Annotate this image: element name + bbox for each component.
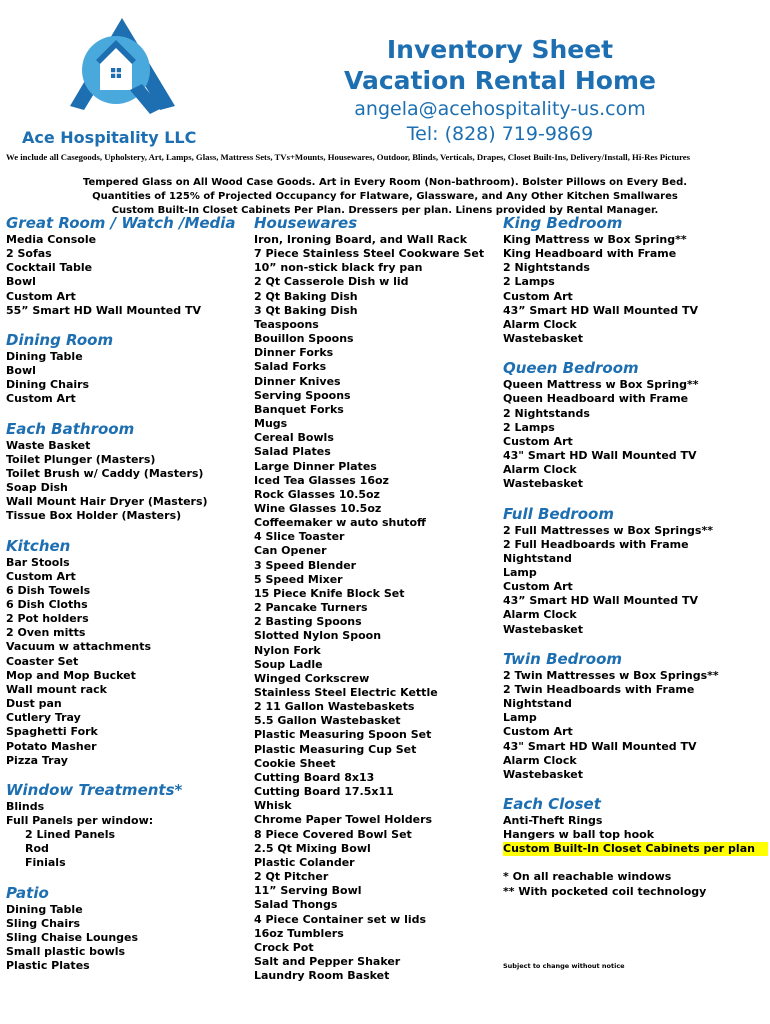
list-bathroom [6, 439, 248, 524]
list-item: Soup Ladle [254, 657, 323, 671]
list-item: Anti-Theft Rings [503, 814, 603, 827]
list-item: 2 Oven mitts [6, 626, 86, 640]
list-item: 43" Smart HD Wall Mounted TV [503, 449, 697, 463]
list-item: 2 Basting Spoons [254, 615, 362, 629]
list-item: Nightstand [503, 551, 572, 565]
list-item: Bowl [6, 275, 36, 289]
list-item: Custom Art [6, 569, 76, 583]
list-housewares [254, 233, 499, 983]
list-item: Wall mount rack [6, 682, 107, 696]
list-item: 2 Pancake Turners [254, 601, 368, 615]
list-item: 3 Qt Baking Dish [254, 303, 358, 317]
list-item: 2 Qt Baking Dish [254, 289, 358, 303]
list-item: Alarm Clock [503, 463, 577, 477]
list-item: Wall Mount Hair Dryer (Masters) [6, 495, 208, 509]
list-item: Plastic Measuring Cup Set [254, 742, 417, 756]
list-item: 2 Full Headboards with Frame [503, 537, 689, 551]
list-twin-bedroom [503, 669, 768, 782]
list-item: Wastebasket [503, 332, 584, 346]
list-item: 2 Qt Casserole Dish w lid [254, 275, 409, 289]
list-item: 5.5 Gallon Wastebasket [254, 714, 401, 728]
list-great-room [6, 233, 248, 318]
list-item: Alarm Clock [503, 317, 577, 331]
list-full-bedroom [503, 524, 768, 637]
list-item: Plastic Plates [6, 959, 90, 973]
list-item: Wastebasket [503, 622, 584, 636]
list-item: 4 Piece Container set w lids [254, 912, 427, 926]
list-item: Salad Forks [254, 360, 327, 374]
list-item: King Mattress w Box Spring** [503, 233, 687, 246]
list-item: Wastebasket [503, 477, 584, 491]
list-each-closet [503, 814, 768, 842]
list-item: Cereal Bowls [254, 431, 334, 445]
list-item: Slotted Nylon Spoon [254, 629, 382, 643]
list-item: 2 Lined Panels [25, 828, 116, 842]
list-item: Whisk [254, 799, 292, 813]
list-item: 8 Piece Covered Bowl Set [254, 827, 412, 841]
list-item: 2 Nightstands [503, 406, 590, 420]
list-item: Alarm Clock [503, 608, 577, 622]
list-item: Pizza Tray [6, 753, 68, 767]
list-item: Crock Pot [254, 940, 314, 954]
list-item: Iced Tea Glasses 16oz [254, 473, 389, 487]
list-item: Queen Mattress w Box Spring** [503, 378, 699, 392]
list-item: Coffeemaker w auto shutoff [254, 516, 426, 530]
note-line: Custom Built-In Closet Cabinets Per Plan. Dressers per plan. Linens provided by Rental Manager. [111, 205, 659, 216]
list-item: Plastic Colander [254, 855, 355, 869]
list-item: 2 Twin Headboards with Frame [503, 682, 695, 696]
list-item: Can Opener [254, 544, 327, 558]
list-king-bedroom [503, 233, 768, 346]
list-item: Custom Art [6, 289, 76, 303]
list-item: 2 Qt Pitcher [254, 870, 329, 884]
list-item: Potato Masher [6, 739, 97, 753]
notes-block [0, 176, 770, 218]
list-item: Teaspoons [254, 317, 319, 331]
list-item: Dinner Forks [254, 346, 334, 360]
list-item: Custom Art [503, 289, 573, 303]
note-line: Tempered Glass on All Wood Case Goods. Art in Every Room (Non-bathroom). Bolster Pillows on Every Bed. [82, 177, 688, 188]
list-item: 55” Smart HD Wall Mounted TV [6, 303, 201, 317]
section-title-each-closet: Each Closet [503, 795, 601, 813]
list-item: Toilet Plunger (Masters) [6, 452, 156, 466]
list-item: Spaghetti Fork [6, 725, 98, 739]
list-item: Mop and Mop Bucket [6, 668, 136, 682]
list-item: Queen Headboard with Frame [503, 392, 689, 406]
phone-text: Tel: (828) 719-9869 [406, 123, 594, 145]
section-title-bathroom: Each Bathroom [6, 419, 135, 438]
list-item: 3 Speed Blender [254, 558, 357, 572]
list-item: Sling Chairs [6, 916, 81, 930]
page-title [315, 34, 685, 96]
column-left [6, 213, 248, 973]
list-item: Waste Basket [6, 438, 91, 452]
list-item: 2.5 Qt Mixing Bowl [254, 841, 371, 855]
list-item: Salad Thongs [254, 898, 338, 912]
list-item: Banquet Forks [254, 402, 344, 416]
list-item: Rod [25, 842, 49, 856]
list-item: 11” Serving Bowl [254, 884, 362, 898]
title-line-2: Vacation Rental Home [344, 66, 656, 95]
note-line: Quantities of 125% of Projected Occupancy for Flatware, Glassware, and Any Other Kitchen Smallwares [92, 191, 678, 202]
section-title-full-bedroom: Full Bedroom [503, 504, 614, 523]
list-item: Full Panels per window: [6, 814, 154, 827]
list-footnotes [503, 870, 768, 898]
list-item: Mugs [254, 417, 288, 431]
column-right [503, 213, 768, 899]
list-item: 6 Dish Cloths [6, 597, 88, 611]
list-item: Custom Art [6, 392, 76, 406]
list-item: 2 Lamps [503, 275, 555, 289]
section-title-patio: Patio [6, 883, 49, 902]
list-item: Bouillon Spoons [254, 332, 354, 346]
list-item: Vacuum w attachments [6, 640, 152, 654]
section-title-queen-bedroom: Queen Bedroom [503, 359, 639, 378]
list-item: 2 Full Mattresses w Box Springs** [503, 523, 713, 537]
section-title-twin-bedroom: Twin Bedroom [503, 649, 623, 668]
list-item: 4 Slice Toaster [254, 530, 345, 544]
list-item: 2 Lamps [503, 420, 555, 434]
list-item: Nightstand [503, 697, 572, 711]
section-title-dining-room: Dining Room [6, 330, 114, 349]
list-item: Winged Corkscrew [254, 671, 370, 685]
list-item: Stainless Steel Electric Kettle [254, 686, 438, 699]
list-item: Chrome Paper Towel Holders [254, 813, 433, 827]
list-patio [6, 903, 248, 974]
list-item: Lamp [503, 565, 537, 579]
list-item: Custom Art [503, 725, 573, 739]
list-dining-room [6, 350, 248, 407]
list-item: Blinds [6, 799, 45, 813]
list-item: Soap Dish [6, 481, 68, 495]
section-title-kitchen: Kitchen [6, 536, 71, 555]
list-item: Bar Stools [6, 555, 70, 569]
disclaimer-text: Subject to change without notice [503, 962, 625, 970]
list-item: Nylon Fork [254, 643, 321, 657]
list-item: Cocktail Table [6, 261, 93, 275]
list-item: 15 Piece Knife Block Set [254, 586, 405, 600]
list-item: Dining Table [6, 902, 83, 916]
company-name: Ace Hospitality LLC [22, 128, 197, 147]
highlighted-item: Custom Built-In Closet Cabinets per plan [503, 842, 768, 856]
list-kitchen [6, 556, 248, 768]
list-item: Custom Art [503, 434, 573, 448]
list-item: Cutlery Tray [6, 711, 81, 725]
list-item: Cutting Board 8x13 [254, 770, 375, 784]
list-item: 43" Smart HD Wall Mounted TV [503, 739, 697, 753]
title-line-1: Inventory Sheet [386, 35, 614, 64]
list-item: Plastic Measuring Spoon Set [254, 728, 432, 742]
list-item: Toilet Brush w/ Caddy (Masters) [6, 466, 204, 480]
list-item: Iron, Ironing Board, and Wall Rack [254, 233, 468, 246]
list-window-treatments [6, 800, 248, 828]
list-item: Custom Art [503, 580, 573, 594]
list-item: Cookie Sheet [254, 756, 336, 770]
list-item: Serving Spoons [254, 388, 351, 402]
list-item: Media Console [6, 233, 97, 246]
list-item: Salad Plates [254, 445, 331, 459]
list-item: Salt and Pepper Shaker [254, 954, 401, 968]
list-item: Dining Table [6, 349, 83, 363]
email-text: angela@acehospitality-us.com [354, 98, 646, 120]
section-title-housewares: Housewares [254, 214, 358, 232]
list-item: 2 Pot holders [6, 612, 89, 626]
list-window-sub-items [6, 828, 248, 870]
list-item: Small plastic bowls [6, 945, 126, 959]
list-item: Dining Chairs [6, 378, 90, 392]
list-item: Large Dinner Plates [254, 459, 377, 473]
list-item: 6 Dish Towels [6, 583, 91, 597]
list-item: Wine Glasses 10.5oz [254, 501, 382, 515]
list-item: 7 Piece Stainless Steel Cookware Set [254, 247, 485, 261]
list-item: 43” Smart HD Wall Mounted TV [503, 303, 698, 317]
list-item: Wastebasket [503, 767, 584, 781]
list-closet-highlight [503, 842, 768, 856]
section-title-king-bedroom: King Bedroom [503, 214, 623, 232]
list-item: 5 Speed Mixer [254, 572, 343, 586]
list-item: Rock Glasses 10.5oz [254, 487, 380, 501]
list-item: King Headboard with Frame [503, 247, 677, 261]
list-item: 43” Smart HD Wall Mounted TV [503, 594, 698, 608]
includes-statement: We include all Casegoods, Upholstery, Art, Lamps, Glass, Mattress Sets, TVs+Mounts, Housewares, Outdoor, Blinds, Verticals, Drapes, Closet Built-Ins, Delivery/Install, Hi-Res Pictures [6, 152, 691, 162]
list-item: Bowl [6, 364, 36, 378]
list-item: * On all reachable windows [503, 870, 672, 884]
section-title-great-room: Great Room / Watch /Media [6, 214, 236, 232]
list-item: Tissue Box Holder (Masters) [6, 509, 182, 523]
list-item: 16oz Tumblers [254, 926, 344, 940]
section-title-window-treatments: Window Treatments* [6, 780, 183, 799]
list-item: Dinner Knives [254, 374, 341, 388]
list-item: Laundry Room Basket [254, 969, 390, 983]
list-item: 2 Sofas [6, 247, 52, 261]
list-item: Hangers w ball top hook [503, 828, 655, 842]
list-item: Lamp [503, 711, 537, 725]
list-item: 2 11 Gallon Wastebaskets [254, 700, 415, 714]
list-item: 2 Twin Mattresses w Box Springs** [503, 668, 719, 682]
contact-info [315, 97, 685, 147]
list-item: Cutting Board 17.5x11 [254, 785, 394, 799]
list-item: Alarm Clock [503, 753, 577, 767]
list-item: ** With pocketed coil technology [503, 884, 707, 898]
list-item: Finials [25, 856, 66, 870]
list-item: Dust pan [6, 697, 62, 711]
column-middle [254, 213, 499, 983]
list-queen-bedroom [503, 378, 768, 491]
list-item: 2 Nightstands [503, 261, 590, 275]
company-logo-icon [70, 18, 175, 118]
list-item: Sling Chaise Lounges [6, 930, 139, 944]
list-item: Coaster Set [6, 654, 79, 668]
list-item: 10” non-stick black fry pan [254, 261, 423, 275]
